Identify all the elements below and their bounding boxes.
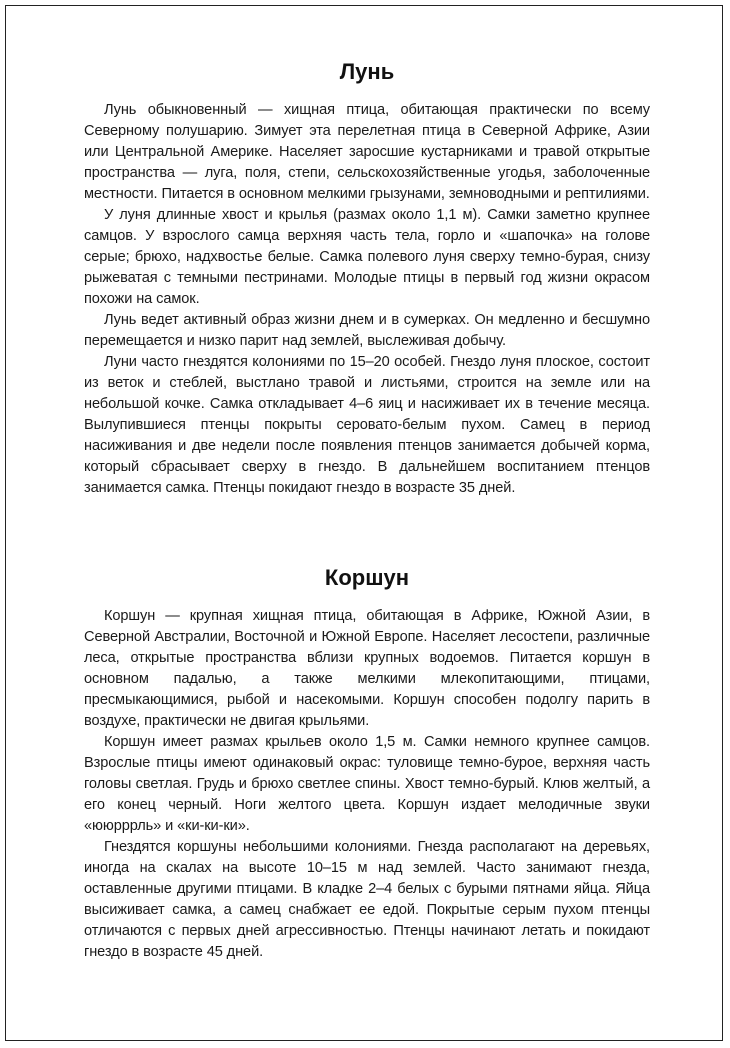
paragraph: У луня длинные хвост и крылья (размах около 1,1 м). Самки заметно крупнее самцов. У взрослого самца верхняя часть тела, горло и «шапочка» на голове серые; брюхо, надхвостье белые. Самка полевого луня сверху темно-бурая, снизу рыжеватая с темными пестринами. Молодые птицы в первый год жизни окрасом похожи на самок. bbox=[84, 207, 650, 307]
section-title: Коршун bbox=[324, 565, 410, 590]
paragraph: Коршун — крупная хищная птица, обитающая в Африке, Южной Азии, в Северной Австралии, Восточной и Южной Европе. Населяет лесостепи, различные леса, открытые пространства вблизи крупных водоемов. Питается коршун в основном падалью, а также мелкими млекопитающими, птицами, пресмыкающимися, рыбой и насекомыми. Коршун способен подолгу парить в воздухе, практически не двигая крыльями. bbox=[84, 608, 650, 729]
section-title: Лунь bbox=[339, 59, 395, 84]
paragraph: Луни часто гнездятся колониями по 15–20 особей. Гнездо луня плоское, состоит из веток и стеблей, выстлано травой и листьями, строится на земле или на небольшой кочке. Самка откладывает 4–6 яиц и насиживает их в течение месяца. Вылупившиеся птенцы покрыты серовато-белым пухом. Самец в период насиживания и две недели после появления птенцов занимается добычей корма, который сбрасывает сверху в гнездо. В дальнейшем воспитанием птенцов занимается самка. Птенцы покидают гнездо в возрасте 35 дней. bbox=[84, 354, 650, 496]
paragraph: Лунь ведет активный образ жизни днем и в сумерках. Он медленно и бесшумно перемещается и низко парит над землей, выслеживая добычу. bbox=[84, 312, 650, 349]
paragraph: Коршун имеет размах крыльев около 1,5 м. Самки немного крупнее самцов. Взрослые птицы имеют одинаковый окрас: туловище темно-бурое, верхняя часть головы светлая. Грудь и брюхо светлее спины. Хвост темно-бурый. Клюв желтый, а его конец черный. Ноги желтого цвета. Коршун издает мелодичные звуки «ююрррль» и «ки-ки-ки». bbox=[84, 734, 650, 834]
paragraph: Гнездятся коршуны небольшими колониями. Гнезда располагают на деревьях, иногда на скалах на высоте 10–15 м над землей. Часто занимают гнезда, оставленные другими птицами. В кладке 2–4 белых с бурыми пятнами яйца. Яйца высиживает самка, а самец снабжает ее едой. Покрытые серым пухом птенцы отличаются с первых дней агрессивностью. Птенцы начинают летать и покидают гнездо в возрасте 45 дней. bbox=[84, 839, 650, 960]
section-harrier bbox=[84, 56, 650, 499]
section-kite bbox=[84, 562, 650, 963]
paragraph: Лунь обыкновенный — хищная птица, обитающая практически по всему Северному полушарию. Зимует эта перелетная птица в Северной Африке, Азии или Центральной Америке. Населяет заросшие кустарниками и травой открытые пространства — луга, поля, степи, сельскохозяйственные угодья, заболоченные местности. Питается в основном мелкими грызунами, земноводными и рептилиями. bbox=[84, 102, 650, 202]
